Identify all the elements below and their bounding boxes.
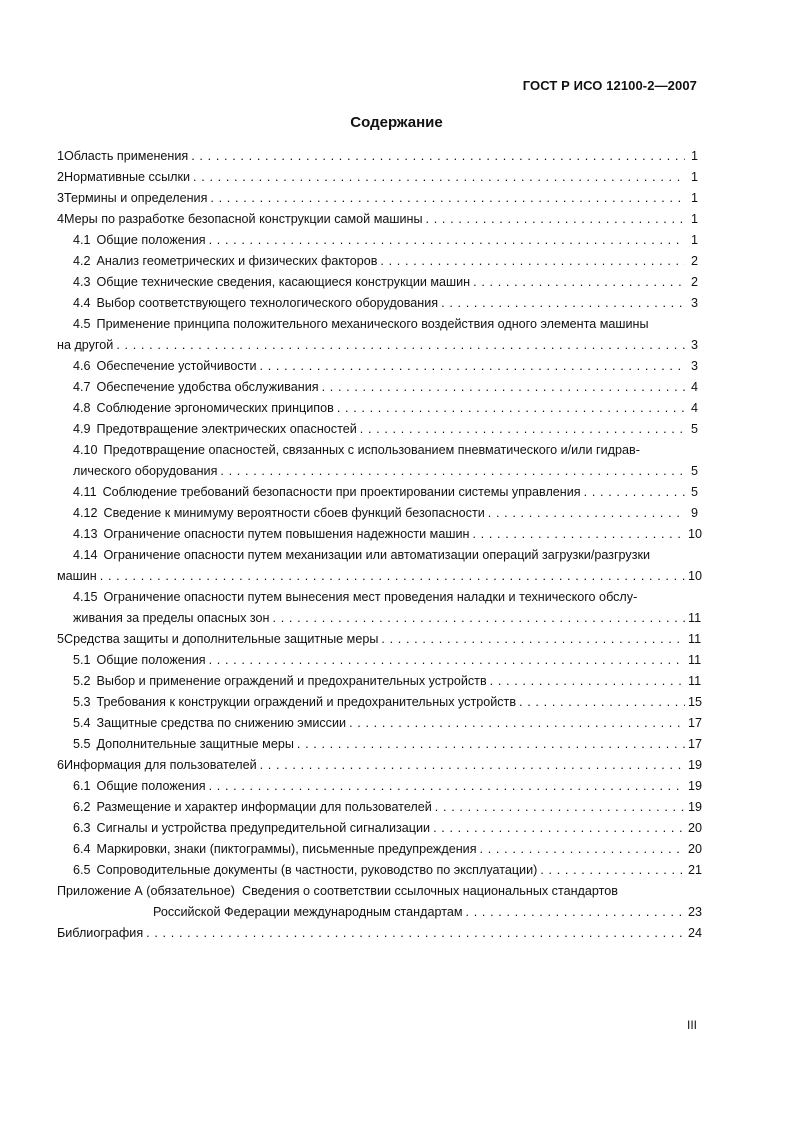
toc-entry-page: 20	[688, 842, 703, 856]
toc-entry-4-12[interactable]	[57, 503, 698, 524]
toc-entry-number: 5.1	[73, 653, 91, 667]
toc-entry-6-2[interactable]	[57, 797, 703, 818]
toc-leader-dots	[191, 146, 685, 167]
toc-entry-number: 4.12	[73, 506, 98, 520]
toc-entry-page: 24	[688, 926, 703, 940]
toc-entry-text: Дополнительные защитные меры	[96, 737, 294, 751]
toc-entry-number: 6.1	[73, 779, 91, 793]
toc-entry-text: Средства защиты и дополнительные защитные меры	[64, 632, 379, 646]
toc-entry-text-line1: Ограничение опасности путем механизации или автоматизации операций загрузки/разгрузки	[103, 548, 651, 562]
toc-entry-4-7[interactable]	[57, 377, 698, 398]
toc-entry-text-line2: живания за пределы опасных зон	[73, 611, 270, 625]
toc-leader-dots	[209, 776, 685, 797]
toc-entry-number: 4.7	[73, 380, 91, 394]
toc-entry-6-5[interactable]	[57, 860, 703, 881]
toc-entry-4-11[interactable]	[57, 482, 698, 503]
toc-entry-number: 4.1	[73, 233, 91, 247]
toc-entry-text-line1: Применение принципа положительного механического воздействия одного элемента машины	[96, 317, 649, 331]
toc-entry-4-9[interactable]	[57, 419, 698, 440]
toc-leader-dots	[540, 860, 685, 881]
toc-entry-4-5[interactable]	[57, 314, 698, 356]
toc-entry-text: Соблюдение эргономических принципов	[96, 401, 334, 415]
toc-entry-number: 4.9	[73, 422, 91, 436]
document-header: ГОСТ Р ИСО 12100-2—2007	[522, 78, 697, 93]
toc-entry-5-4[interactable]	[57, 713, 703, 734]
toc-entry-text: Размещение и характер информации для пользователей	[96, 800, 432, 814]
toc-leader-dots	[210, 188, 685, 209]
toc-entry-4-4[interactable]	[57, 293, 698, 314]
toc-entry-number: 5.4	[73, 716, 91, 730]
toc-leader-dots	[380, 251, 685, 272]
toc-entry-text: Библиография	[57, 926, 144, 940]
toc-entry-number: 1	[57, 149, 65, 163]
toc-leader-dots	[441, 293, 685, 314]
toc-leader-dots	[116, 335, 685, 356]
toc-leader-dots	[473, 272, 685, 293]
toc-leader-dots	[349, 713, 685, 734]
toc-entry-page: 11	[688, 632, 702, 646]
toc-entry-5-5[interactable]	[57, 734, 703, 755]
toc-entry-text-line2: на другой	[57, 338, 114, 352]
page-number: III	[686, 1018, 697, 1032]
toc-entry-text: Сигналы и устройства предупредительной сигнализации	[96, 821, 431, 835]
toc-entry-page: 21	[688, 863, 703, 877]
toc-entry-text: Термины и определения	[64, 191, 208, 205]
toc-leader-dots	[209, 650, 685, 671]
toc-entry-text: Меры по разработке безопасной конструкции самой машины	[64, 212, 423, 226]
toc-entry-page: 11	[688, 653, 702, 667]
toc-entry-page: 5	[690, 485, 698, 499]
toc-leader-dots	[466, 902, 686, 923]
toc-entry-text: Нормативные ссылки	[64, 170, 191, 184]
toc-leader-dots	[435, 797, 685, 818]
toc-entry-page: 19	[688, 779, 703, 793]
toc-entry-text-line1: Ограничение опасности путем вынесения мест проведения наладки и технического обслу-	[103, 590, 638, 604]
toc-leader-dots	[220, 461, 685, 482]
toc-entry-5-3[interactable]	[57, 692, 703, 713]
toc-entry-number: 4.14	[73, 548, 98, 562]
toc-entry-text: Информация для пользователей	[64, 758, 257, 772]
toc-leader-dots	[209, 230, 685, 251]
toc-entry-4-15[interactable]	[57, 587, 702, 629]
toc-entry-page: 1	[690, 212, 698, 226]
toc-entry-page: 17	[688, 737, 703, 751]
toc-entry-number: 4.2	[73, 254, 91, 268]
toc-entry-text: Выбор соответствующего технологического оборудования	[96, 296, 439, 310]
toc-entry-page: 15	[688, 695, 703, 709]
toc-entry-text: Сопроводительные документы (в частности, руководство по эксплуатации)	[96, 863, 538, 877]
toc-entry-number: 4.5	[73, 317, 91, 331]
toc-entry-4-3[interactable]	[57, 272, 698, 293]
toc-entry-page: 10	[688, 569, 703, 583]
toc-entry-4-8[interactable]	[57, 398, 698, 419]
toc-entry-4-10[interactable]	[57, 440, 698, 482]
toc-entry-number: 6.3	[73, 821, 91, 835]
toc-entry-text: Сведение к минимуму вероятности сбоев функций безопасности	[103, 506, 485, 520]
toc-entry-text: Обеспечение устойчивости	[96, 359, 257, 373]
toc-leader-dots	[433, 818, 685, 839]
toc-entry-number: 4	[57, 212, 65, 226]
toc-leader-dots	[426, 209, 685, 230]
toc-entry-page: 3	[690, 296, 698, 310]
toc-entry-text: Защитные средства по снижению эмиссии	[96, 716, 347, 730]
toc-entry-number: 5	[57, 632, 65, 646]
toc-leader-dots	[490, 671, 685, 692]
toc-entry-page: 19	[688, 800, 703, 814]
toc-leader-dots	[381, 629, 685, 650]
toc-entry-text: Требования к конструкции ограждений и предохранительных устройств	[96, 695, 517, 709]
toc-entry-number: 4.10	[73, 443, 98, 457]
toc-entry-page: 20	[688, 821, 703, 835]
toc-entry-page: 4	[690, 380, 698, 394]
toc-entry-4-14[interactable]	[57, 545, 703, 587]
toc-entry-6-1[interactable]	[57, 776, 703, 797]
toc-entry-text: Ограничение опасности путем повышения надежности машин	[103, 527, 470, 541]
toc-entry-text: Соблюдение требований безопасности при проектировании системы управления	[102, 485, 581, 499]
toc-entry-number: 6.5	[73, 863, 91, 877]
toc-entry-text: Обеспечение удобства обслуживания	[96, 380, 319, 394]
toc-entry-6-4[interactable]	[57, 839, 703, 860]
page-title: Содержание	[350, 114, 443, 131]
toc-entry-5-1[interactable]	[57, 650, 702, 671]
toc-entry-number: 4.15	[73, 590, 98, 604]
toc-entry-page: 19	[688, 758, 703, 772]
toc-leader-dots	[488, 503, 685, 524]
toc-leader-dots	[260, 755, 685, 776]
toc-entry-4[interactable]	[57, 209, 698, 230]
toc-entry-page: 5	[690, 422, 698, 436]
toc-entry-page: 11	[688, 674, 702, 688]
toc-leader-dots	[273, 608, 685, 629]
toc-entry-4-2[interactable]	[57, 251, 698, 272]
toc-entry-page: 1	[690, 170, 698, 184]
toc-entry-page: 2	[690, 275, 698, 289]
toc-leader-dots	[584, 482, 685, 503]
toc-entry-number: 6.2	[73, 800, 91, 814]
toc-entry-page: 11	[688, 611, 702, 625]
toc-entry-text: Маркировки, знаки (пиктограммы), письменные предупреждения	[96, 842, 477, 856]
toc-entry-text-line2: машин	[57, 569, 97, 583]
annex-title-line2: Российской Федерации международным стандартам	[153, 905, 463, 919]
toc-entry-text: Анализ геометрических и физических факторов	[96, 254, 378, 268]
toc-entry-text: Предотвращение электрических опасностей	[96, 422, 357, 436]
toc-entry-page: 3	[690, 338, 698, 352]
toc-entry-number: 4.3	[73, 275, 91, 289]
toc-entry-page: 9	[690, 506, 698, 520]
toc-leader-dots	[260, 356, 685, 377]
toc-entry-bibliography[interactable]	[57, 923, 703, 944]
toc-entry-page: 4	[690, 401, 698, 415]
annex-label: Приложение А (обязательное)	[57, 884, 235, 898]
toc-entry-page: 2	[690, 254, 698, 268]
toc-entry-1[interactable]	[57, 146, 698, 167]
toc-entry-page: 1	[690, 191, 698, 205]
toc-entry-4-6[interactable]	[57, 356, 698, 377]
toc-entry-number: 4.11	[73, 485, 97, 499]
toc-entry-text: Общие положения	[96, 653, 206, 667]
toc-entry-text: Выбор и применение ограждений и предохранительных устройств	[96, 674, 487, 688]
toc-leader-dots	[100, 566, 685, 587]
toc-leader-dots	[472, 524, 685, 545]
toc-entry-text: Общие технические сведения, касающиеся конструкции машин	[96, 275, 471, 289]
toc-entry-number: 4.8	[73, 401, 91, 415]
toc-entry-number: 6	[57, 758, 65, 772]
toc-entry-page: 10	[688, 527, 703, 541]
toc-entry-4-1[interactable]	[57, 230, 698, 251]
toc-leader-dots	[337, 398, 685, 419]
toc-entry-page: 5	[690, 464, 698, 478]
toc-leader-dots	[193, 167, 685, 188]
toc-leader-dots	[297, 734, 685, 755]
toc-leader-dots	[480, 839, 685, 860]
toc-entry-number: 5.2	[73, 674, 91, 688]
toc-entry-number: 6.4	[73, 842, 91, 856]
toc-entry-5-2[interactable]	[57, 671, 702, 692]
toc-entry-number: 4.6	[73, 359, 91, 373]
toc-entry-number: 2	[57, 170, 65, 184]
toc-entry-page: 17	[688, 716, 703, 730]
toc-entry-6[interactable]	[57, 755, 703, 776]
toc-entry-number: 5.5	[73, 737, 91, 751]
toc-entry-2[interactable]	[57, 167, 698, 188]
toc-entry-text: Общие положения	[96, 779, 206, 793]
toc-entry-annex-a[interactable]	[57, 881, 703, 923]
toc-leader-dots	[519, 692, 685, 713]
table-of-contents	[57, 146, 703, 944]
toc-entry-3[interactable]	[57, 188, 698, 209]
toc-entry-text-line2: лического оборудования	[73, 464, 218, 478]
toc-entry-number: 4.13	[73, 527, 98, 541]
toc-entry-text-line1: Предотвращение опасностей, связанных с использованием пневматического и/или гидрав-	[103, 443, 640, 457]
toc-leader-dots	[146, 923, 685, 944]
toc-entry-number: 5.3	[73, 695, 91, 709]
toc-leader-dots	[322, 377, 685, 398]
toc-entry-5[interactable]	[57, 629, 702, 650]
toc-entry-6-3[interactable]	[57, 818, 703, 839]
toc-entry-number: 4.4	[73, 296, 91, 310]
toc-entry-4-13[interactable]	[57, 524, 703, 545]
toc-entry-text: Общие положения	[96, 233, 206, 247]
toc-entry-page: 1	[690, 149, 698, 163]
annex-title-line1: Сведения о соответствии ссылочных национальных стандартов	[242, 884, 618, 898]
toc-entry-page: 3	[690, 359, 698, 373]
toc-entry-page: 23	[688, 905, 703, 919]
toc-leader-dots	[360, 419, 685, 440]
toc-entry-text: Область применения	[64, 149, 189, 163]
toc-entry-page: 1	[690, 233, 698, 247]
toc-entry-number: 3	[57, 191, 65, 205]
